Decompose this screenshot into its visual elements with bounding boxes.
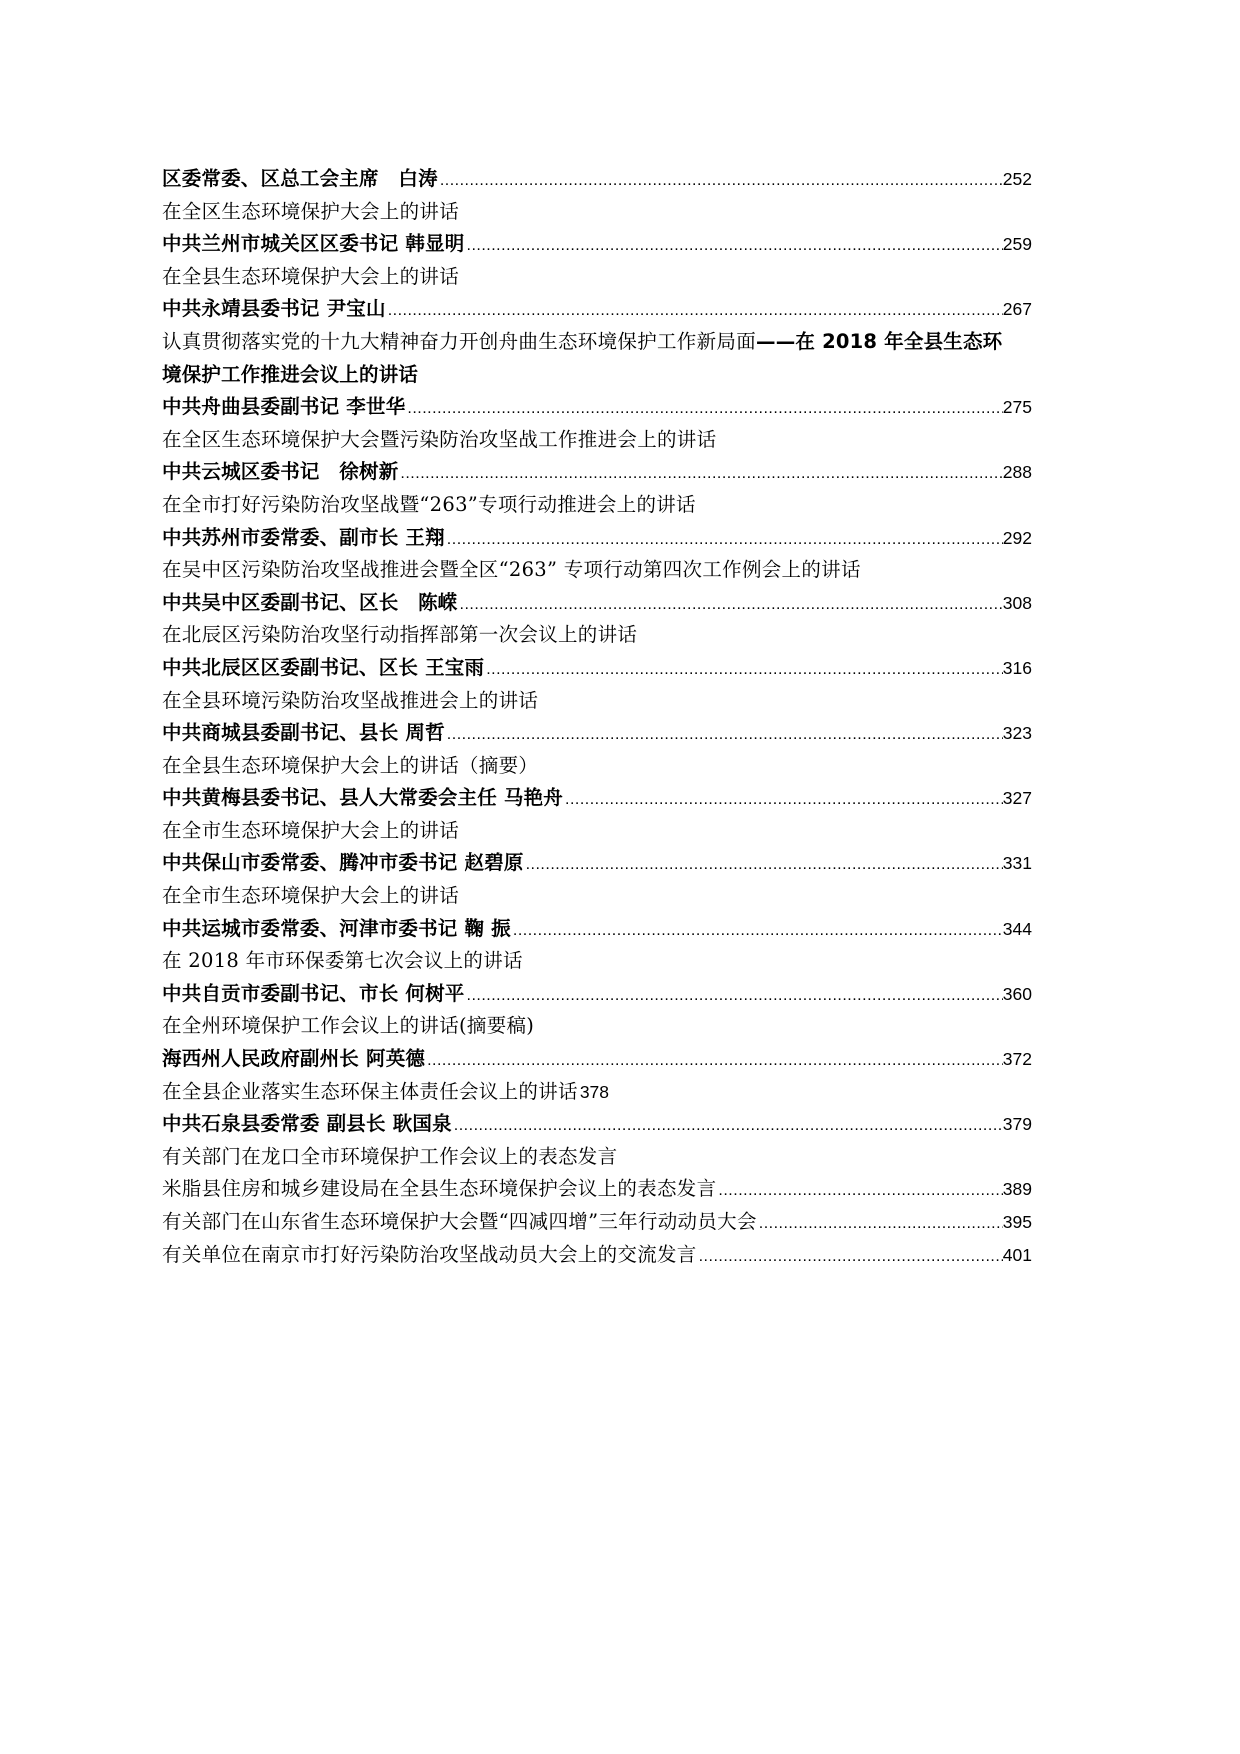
toc-leader-dots [386,295,1003,326]
toc-entry-speaker[interactable] [162,913,1032,946]
toc-page-number: 389 [1002,1179,1032,1200]
toc-entry-speaker[interactable] [162,456,1032,489]
toc-entry-title: 在全县环境污染防治攻坚战推进会上的讲话 [162,688,539,712]
toc-leader-dots [465,980,1003,1011]
toc-entry-speaker[interactable] [162,293,1032,326]
toc-entry-speaker[interactable] [162,717,1032,750]
toc-entry-title: 中共自贡市委副书记、市长 何树平 [162,981,465,1005]
toc-leader-dots [458,589,1003,620]
toc-leader-dots [511,915,1003,946]
toc-entry-title: 中共吴中区委副书记、区长 陈嵘 [162,590,458,614]
toc-entry-title: 在全区生态环境保护大会上的讲话 [162,199,460,223]
toc-entry-title: 中共云城区委书记 徐树新 [162,460,399,484]
toc-entry-title: 在全县生态环境保护大会上的讲话 [162,264,460,288]
toc-page-number: 308 [1002,592,1032,613]
toc-entry-speech[interactable] [162,1173,1032,1206]
toc-entry-title: 中共永靖县委书记 尹宝山 [162,297,386,321]
toc-entry-title: 中共兰州市城关区区委书记 韩显明 [162,232,465,256]
toc-entry-speech-continued[interactable] [162,359,1032,392]
toc-entry-speech[interactable] [162,1010,1032,1043]
toc-entry-speaker[interactable] [162,978,1032,1011]
toc-entry-speech[interactable] [162,554,1032,587]
toc-entry-title-suffix: ——在 2018 年全县生态环 [756,329,1003,353]
toc-entry-speaker[interactable] [162,228,1032,261]
toc-leader-dots [484,654,1003,685]
toc-entry-title: 中共商城县委副书记、县长 周哲 [162,721,445,745]
toc-entry-title: 在吴中区污染防治攻坚战推进会暨全区“263” 专项行动第四次工作例会上的讲话 [162,558,861,582]
toc-entry-speech[interactable] [162,1076,1032,1109]
toc-entry-speech[interactable] [162,424,1032,457]
toc-entry-speech[interactable] [162,685,1032,718]
toc-entry-speaker[interactable] [162,1043,1032,1076]
toc-page-number: 252 [1002,169,1032,189]
toc-entry-speech[interactable] [162,880,1032,913]
toc-leader-dots [438,165,1003,196]
toc-leader-dots [452,1110,1003,1141]
toc-entry-title: 在全市生态环境保护大会上的讲话 [162,884,460,908]
toc-page-number: 323 [1002,723,1032,744]
toc-entry-speech[interactable] [162,1141,1032,1174]
toc-entry-title: 在 2018 年市环保委第七次会议上的讲话 [162,949,523,973]
toc-entry-title: 中共石泉县委常委 副县长 耿国泉 [162,1112,452,1136]
toc-entry-speaker[interactable] [162,163,1032,196]
toc-leader-dots [445,719,1003,750]
toc-entry-title: 在北辰区污染防治攻坚行动指挥部第一次会议上的讲话 [162,623,638,647]
toc-entry-speech[interactable] [162,489,1032,522]
toc-entry-title: 中共北辰区区委副书记、区长 王宝雨 [162,655,485,679]
toc-entry-title: 在全县企业落实生态环保主体责任会议上的讲话 [162,1079,578,1103]
toc-page-number: 259 [1002,234,1032,255]
toc-entry-title: 海西州人民政府副州长 阿英德 [162,1047,426,1071]
toc-entry-speech[interactable] [162,1206,1032,1239]
toc-page-number: 395 [1002,1212,1032,1232]
toc-entry-title: 有关部门在龙口全市环境保护工作会议上的表态发言 [162,1144,618,1168]
toc-entry-title: 中共苏州市委常委、副市长 王翔 [162,525,445,549]
toc-entry-title: 中共黄梅县委书记、县人大常委会主任 马艳舟 [162,786,563,810]
toc-entry-title: 在全市生态环境保护大会上的讲话 [162,818,460,842]
toc-entry-speaker[interactable] [162,847,1032,880]
toc-entry-title: 有关部门在山东省生态环境保护大会暨“四减四增”三年行动动员大会 [162,1210,757,1233]
toc-entry-title: 中共舟曲县委副书记 李世华 [162,395,406,419]
toc-page-number: 360 [1002,983,1032,1004]
toc-page-number: 316 [1002,657,1032,678]
toc-entry-title: 中共保山市委常委、腾冲市委书记 赵碧原 [162,851,524,875]
toc-entry-speech[interactable] [162,750,1032,783]
toc-entry-title: 在全县生态环境保护大会上的讲话（摘要） [162,753,539,777]
toc-entry-title: 在全市打好污染防治攻坚战暨“263”专项行动推进会上的讲话 [162,492,696,516]
toc-entry-speech[interactable] [162,619,1032,652]
toc-page-number: 288 [1002,462,1032,483]
toc-entry-speech[interactable] [162,1239,1032,1272]
toc-entry-title: 在全州环境保护工作会议上的讲话(摘要稿) [162,1014,535,1038]
toc-page-number: 292 [1002,527,1032,548]
toc-leader-dots [524,849,1003,880]
toc-leader-dots [445,524,1003,555]
toc-page-number: 267 [1002,299,1032,320]
table-of-contents [162,163,1032,1271]
toc-page-number: 401 [1002,1244,1032,1265]
toc-entry-title: 米脂县住房和城乡建设局在全县生态环境保护会议上的表态发言 [162,1177,717,1201]
toc-entry-speech[interactable] [162,945,1032,978]
toc-entry-speaker[interactable] [162,782,1032,815]
toc-entry-title: 境保护工作推进会议上的讲话 [162,362,419,386]
toc-entry-speaker[interactable] [162,1108,1032,1141]
toc-page-number: 372 [1002,1049,1032,1070]
toc-entry-speaker[interactable] [162,652,1032,685]
toc-leader-dots [716,1175,1002,1206]
toc-entry-speech[interactable] [162,326,1032,359]
toc-page-number: 275 [1002,397,1032,418]
toc-page-number: 327 [1002,788,1032,809]
toc-leader-dots [465,230,1003,261]
toc-leader-dots [697,1241,1003,1272]
toc-entry-title: 中共运城市委常委、河津市委书记 鞠 振 [162,916,511,940]
toc-entry-title: 在全区生态环境保护大会暨污染防治攻坚战工作推进会上的讲话 [162,427,717,451]
toc-entry-speech[interactable] [162,815,1032,848]
toc-entry-speech[interactable] [162,261,1032,294]
toc-entry-speaker[interactable] [162,587,1032,620]
toc-entry-title: 区委常委、区总工会主席 白涛 [162,167,438,190]
toc-entry-speaker[interactable] [162,522,1032,555]
toc-page-number: 379 [1002,1114,1032,1135]
toc-entry-title: 有关单位在南京市打好污染防治攻坚战动员大会上的交流发言 [162,1242,697,1266]
toc-entry-title: 认真贯彻落实党的十九大精神奋力开创舟曲生态环境保护工作新局面 [162,329,757,353]
toc-entry-speaker[interactable] [162,391,1032,424]
toc-leader-dots [425,1045,1003,1076]
toc-leader-dots [563,784,1003,815]
toc-entry-speech[interactable] [162,196,1032,229]
toc-page-number: 344 [1002,918,1032,939]
toc-leader-dots [757,1208,1003,1239]
toc-leader-dots [405,393,1002,424]
toc-page-number: 331 [1002,853,1032,874]
toc-leader-dots [398,458,1002,489]
toc-page-number: 378 [579,1081,610,1102]
